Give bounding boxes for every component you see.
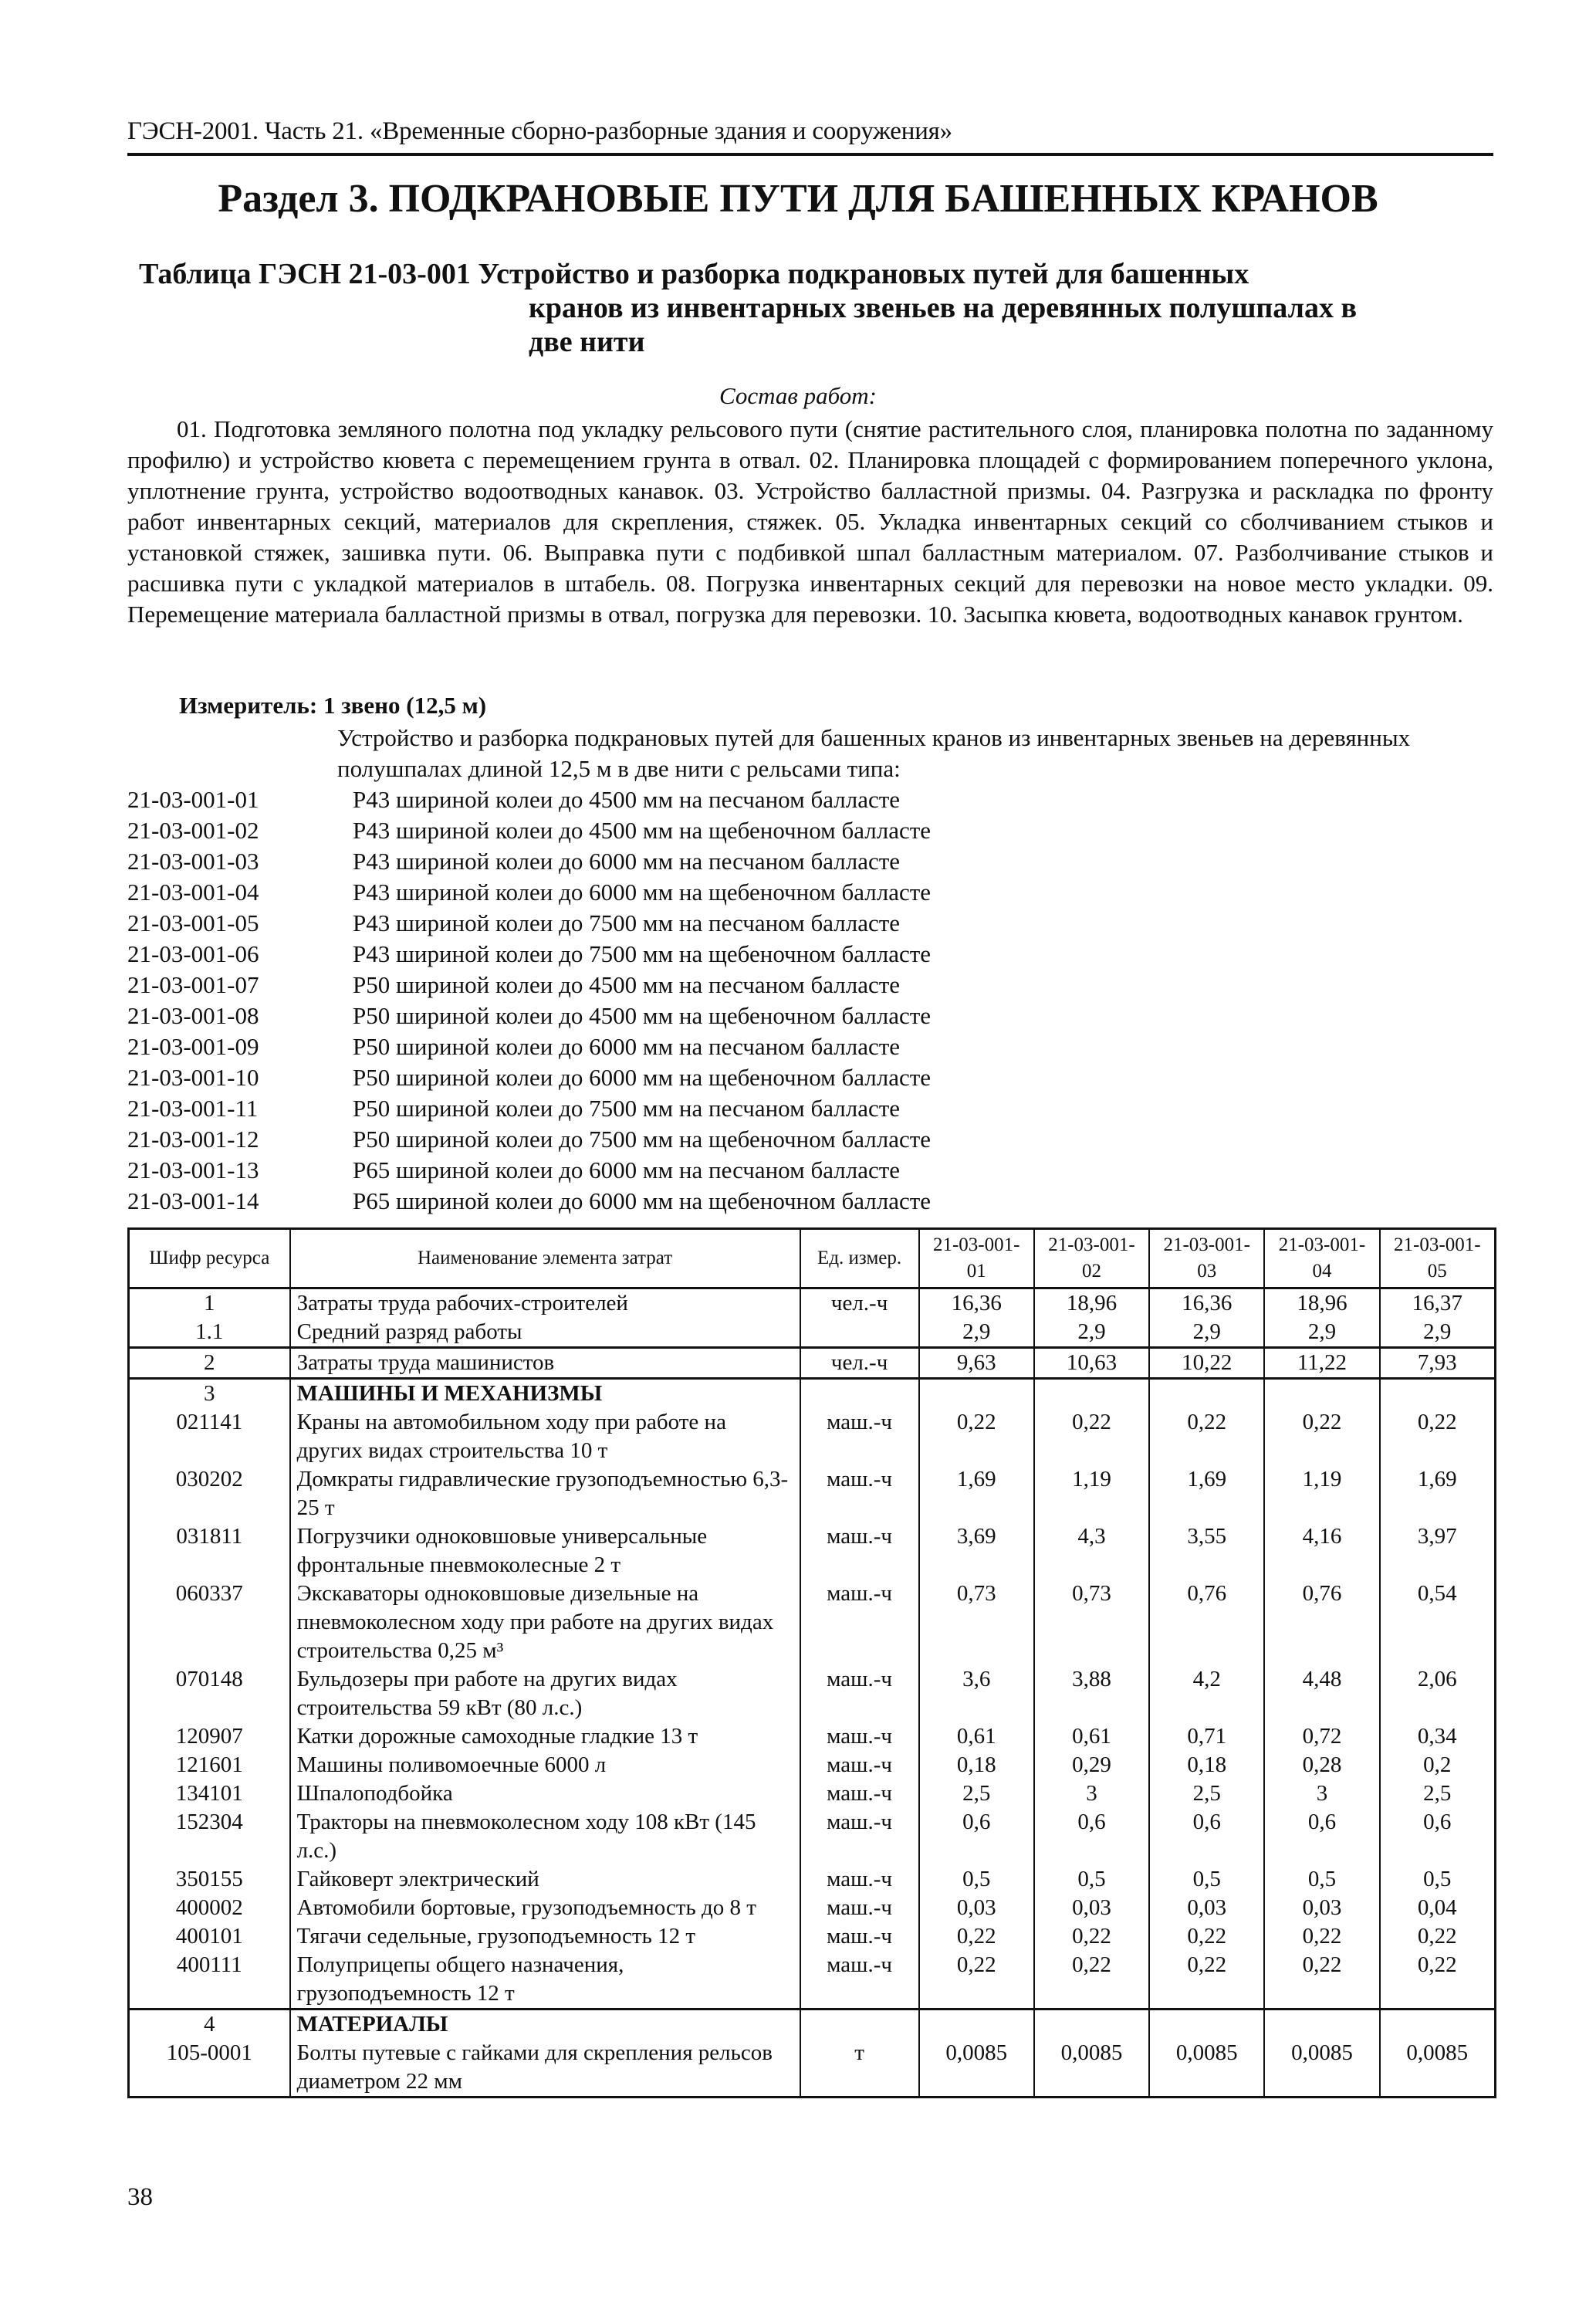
code-list-item <box>127 970 1208 1001</box>
code-list-item <box>127 1186 1208 1217</box>
unit: маш.-ч <box>800 1580 919 1665</box>
value-col-5: 0,6 <box>1380 1808 1496 1865</box>
resource-code: 105-0001 <box>129 2039 290 2098</box>
value-col-5: 2,06 <box>1380 1665 1496 1722</box>
code-list-item <box>127 1124 1208 1155</box>
value-col-1: 3,69 <box>919 1522 1034 1580</box>
value-col-3: 0,03 <box>1149 1894 1264 1922</box>
table-row <box>129 2010 1496 2040</box>
header-unit: Ед. измер. <box>800 1229 919 1288</box>
cost-element-name: Затраты труда машинистов <box>290 1348 800 1379</box>
code-id: 21-03-001-14 <box>127 1187 259 1214</box>
code-description: Р43 шириной колеи до 6000 мм на песчаном балласте <box>353 848 901 875</box>
value-col-5: 1,69 <box>1380 1465 1496 1522</box>
value-col-4: 11,22 <box>1264 1348 1379 1379</box>
cost-element-name: Экскаваторы одноковшовые дизельные на пневмоколесном ходу при работе на других видах строительства 0,25 м³ <box>290 1580 800 1665</box>
code-description: Р43 шириной колеи до 4500 мм на щебеночном балласте <box>353 817 932 844</box>
table-row <box>129 1865 1496 1894</box>
header-col-2: 21-03-001-02 <box>1034 1229 1149 1288</box>
value-col-2: 0,29 <box>1034 1751 1149 1779</box>
value-col-4: 4,16 <box>1264 1522 1379 1580</box>
code-list-item <box>127 908 1208 939</box>
value-col-3: 4,2 <box>1149 1665 1264 1722</box>
cost-element-name: Погрузчики одноковшовые универсальные фронтальные пневмоколесные 2 т <box>290 1522 800 1580</box>
value-col-2: 2,9 <box>1034 1318 1149 1348</box>
code-list-item <box>127 1155 1208 1186</box>
value-col-2: 4,3 <box>1034 1522 1149 1580</box>
table-row <box>129 1894 1496 1922</box>
resource-code: 030202 <box>129 1465 290 1522</box>
value-col-2: 0,6 <box>1034 1808 1149 1865</box>
code-id: 21-03-001-08 <box>127 1002 259 1029</box>
code-list-item <box>127 784 1208 815</box>
value-col-2: 0,22 <box>1034 1951 1149 2010</box>
table-row <box>129 1580 1496 1665</box>
code-description: Р65 шириной колеи до 6000 мм на щебеночном балласте <box>353 1187 932 1214</box>
value-col-4: 0,03 <box>1264 1894 1379 1922</box>
code-id: 21-03-001-02 <box>127 817 259 844</box>
value-col-4: 1,19 <box>1264 1465 1379 1522</box>
table-row <box>129 1379 1496 1409</box>
value-col-5 <box>1380 2010 1496 2040</box>
unit: маш.-ч <box>800 1408 919 1465</box>
value-col-1: 9,63 <box>919 1348 1034 1379</box>
code-description: Р43 шириной колеи до 4500 мм на песчаном балласте <box>353 786 901 813</box>
code-list-item <box>127 846 1208 877</box>
cost-element-name: Бульдозеры при работе на других видах строительства 59 кВт (80 л.с.) <box>290 1665 800 1722</box>
value-col-1: 0,22 <box>919 1922 1034 1951</box>
unit: т <box>800 2039 919 2098</box>
code-list-item <box>127 1001 1208 1031</box>
value-col-1: 0,0085 <box>919 2039 1034 2098</box>
value-col-2: 0,61 <box>1034 1722 1149 1751</box>
resource-code: 400111 <box>129 1951 290 2010</box>
code-description: Р50 шириной колеи до 7500 мм на щебеночном балласте <box>353 1126 932 1153</box>
code-id: 21-03-001-07 <box>127 971 259 998</box>
header-rule <box>127 153 1493 156</box>
code-description: Р43 шириной колеи до 7500 мм на щебеночном балласте <box>353 940 932 967</box>
code-list-item <box>127 1062 1208 1093</box>
unit: маш.-ч <box>800 1865 919 1894</box>
codes-description: Устройство и разборка подкрановых путей для башенных кранов из инвентарных звеньев на деревянных полушпалах длиной 12,5 м в две нити с рельсами типа: <box>337 724 1411 782</box>
unit <box>800 2010 919 2040</box>
resource-code: 120907 <box>129 1722 290 1751</box>
value-col-4: 0,22 <box>1264 1922 1379 1951</box>
value-col-1: 2,9 <box>919 1318 1034 1348</box>
value-col-4: 0,76 <box>1264 1580 1379 1665</box>
value-col-3: 0,18 <box>1149 1751 1264 1779</box>
code-id: 21-03-001-03 <box>127 848 259 875</box>
table-title-line1: Устройство и разборка подкрановых путей для башенных <box>478 258 1249 290</box>
value-col-4 <box>1264 1379 1379 1409</box>
value-col-3: 2,9 <box>1149 1318 1264 1348</box>
value-col-1: 0,03 <box>919 1894 1034 1922</box>
code-description: Р50 шириной колеи до 7500 мм на песчаном балласте <box>353 1095 901 1122</box>
value-col-1: 1,69 <box>919 1465 1034 1522</box>
value-col-3: 0,22 <box>1149 1951 1264 2010</box>
meter-unit: Измеритель: 1 звено (12,5 м) <box>179 692 487 719</box>
value-col-5: 2,9 <box>1380 1318 1496 1348</box>
value-col-5: 0,34 <box>1380 1722 1496 1751</box>
cost-element-name: Полуприцепы общего назначения, грузоподъемность 12 т <box>290 1951 800 2010</box>
unit: маш.-ч <box>800 1808 919 1865</box>
table-row <box>129 1751 1496 1779</box>
resource-code: 031811 <box>129 1522 290 1580</box>
cost-element-name: Тракторы на пневмоколесном ходу 108 кВт (145 л.с.) <box>290 1808 800 1865</box>
value-col-2: 0,5 <box>1034 1865 1149 1894</box>
value-col-1: 0,61 <box>919 1722 1034 1751</box>
value-col-3: 0,22 <box>1149 1922 1264 1951</box>
cost-element-name: Краны на автомобильном ходу при работе на других видах строительства 10 т <box>290 1408 800 1465</box>
unit: маш.-ч <box>800 1465 919 1522</box>
table-row <box>129 1408 1496 1465</box>
resource-code: 400101 <box>129 1922 290 1951</box>
value-col-2: 0,22 <box>1034 1408 1149 1465</box>
code-id: 21-03-001-05 <box>127 909 259 936</box>
value-col-3: 10,22 <box>1149 1348 1264 1379</box>
cost-element-name: Затраты труда рабочих-строителей <box>290 1288 800 1319</box>
cost-element-name: МАШИНЫ И МЕХАНИЗМЫ <box>290 1379 800 1409</box>
cost-element-name: Гайковерт электрический <box>290 1865 800 1894</box>
value-col-4: 3 <box>1264 1779 1379 1808</box>
value-col-5: 0,54 <box>1380 1580 1496 1665</box>
unit: маш.-ч <box>800 1751 919 1779</box>
value-col-4: 0,22 <box>1264 1951 1379 2010</box>
unit: маш.-ч <box>800 1894 919 1922</box>
value-col-5: 0,0085 <box>1380 2039 1496 2098</box>
resource-code: 021141 <box>129 1408 290 1465</box>
value-col-5: 2,5 <box>1380 1779 1496 1808</box>
code-id: 21-03-001-13 <box>127 1156 259 1183</box>
value-col-2: 18,96 <box>1034 1288 1149 1319</box>
table-title-lead: Таблица ГЭСН 21-03-001 <box>139 258 471 290</box>
value-col-5: 3,97 <box>1380 1522 1496 1580</box>
table-row <box>129 1318 1496 1348</box>
resource-code: 070148 <box>129 1665 290 1722</box>
value-col-4: 0,28 <box>1264 1751 1379 1779</box>
unit: чел.-ч <box>800 1348 919 1379</box>
value-col-4: 0,6 <box>1264 1808 1379 1865</box>
composition-text: 01. Подготовка земляного полотна под укладку рельсового пути (снятие растительного слоя, планировка полотна по заданному профилю) и устройство кювета с перемещением грунта в отвал. 02. Планировка площадей с формированием поперечного уклона, уплотнение грунта, устройство водоотводных канавок. 03. Устройство балластной призмы. 04. Разгрузка и раскладка по фронту работ инвентарных секций, материалов для скрепления, стяжек. 05. Укладка инвентарных секций со сболчиванием стыков и установкой стяжек, зашивка пути. 06. Выправка пути с подбивкой шпал балластным материалом. 07. Разболчивание стыков и расшивка пути с укладкой материалов в штабель. 08. Погрузка инвентарных секций для перевозки на новое место укладки. 09. Перемещение материала балластной призмы в отвал, погрузка для перевозки. 10. Засыпка кювета, водоотводных канавок грунтом. <box>127 415 1493 628</box>
code-id: 21-03-001-01 <box>127 786 259 813</box>
unit: маш.-ч <box>800 1951 919 2010</box>
table-row <box>129 1951 1496 2010</box>
value-col-4: 0,0085 <box>1264 2039 1379 2098</box>
value-col-2 <box>1034 1379 1149 1409</box>
cost-element-name: Домкраты гидравлические грузоподъемностью 6,3-25 т <box>290 1465 800 1522</box>
table-row <box>129 1288 1496 1319</box>
value-col-3 <box>1149 2010 1264 2040</box>
code-list-item <box>127 1093 1208 1124</box>
code-id: 21-03-001-04 <box>127 879 259 906</box>
value-col-4: 0,5 <box>1264 1865 1379 1894</box>
code-description: Р50 шириной колеи до 4500 мм на песчаном балласте <box>353 971 901 998</box>
header-col-1: 21-03-001-01 <box>919 1229 1034 1288</box>
value-col-1: 0,73 <box>919 1580 1034 1665</box>
value-col-3: 1,69 <box>1149 1465 1264 1522</box>
value-col-4: 4,48 <box>1264 1665 1379 1722</box>
value-col-5 <box>1380 1379 1496 1409</box>
value-col-2 <box>1034 2010 1149 2040</box>
unit <box>800 1379 919 1409</box>
code-description: Р65 шириной колеи до 6000 мм на песчаном балласте <box>353 1156 901 1183</box>
cost-element-name: МАТЕРИАЛЫ <box>290 2010 800 2040</box>
value-col-3: 2,5 <box>1149 1779 1264 1808</box>
cost-element-name: Средний разряд работы <box>290 1318 800 1348</box>
resource-code: 060337 <box>129 1580 290 1665</box>
value-col-3: 0,71 <box>1149 1722 1264 1751</box>
cost-element-name: Болты путевые с гайками для скрепления рельсов диаметром 22 мм <box>290 2039 800 2098</box>
norms-table <box>127 1227 1496 2098</box>
value-col-1: 0,22 <box>919 1951 1034 2010</box>
header-name: Наименование элемента затрат <box>290 1229 800 1288</box>
table-row <box>129 1808 1496 1865</box>
value-col-1 <box>919 2010 1034 2040</box>
code-description: Р50 шириной колеи до 6000 мм на щебеночном балласте <box>353 1064 932 1091</box>
table-row <box>129 1922 1496 1951</box>
code-list-item <box>127 1031 1208 1062</box>
value-col-2: 1,19 <box>1034 1465 1149 1522</box>
value-col-1: 0,6 <box>919 1808 1034 1865</box>
section-title: Раздел 3. ПОДКРАНОВЫЕ ПУТИ ДЛЯ БАШЕННЫХ КРАНОВ <box>218 177 1378 221</box>
value-col-2: 3,88 <box>1034 1665 1149 1722</box>
value-col-5: 0,22 <box>1380 1951 1496 2010</box>
value-col-3: 0,6 <box>1149 1808 1264 1865</box>
code-id: 21-03-001-06 <box>127 940 259 967</box>
value-col-2: 0,22 <box>1034 1922 1149 1951</box>
resource-code: 350155 <box>129 1865 290 1894</box>
value-col-5: 0,04 <box>1380 1894 1496 1922</box>
unit <box>800 1318 919 1348</box>
value-col-4: 18,96 <box>1264 1288 1379 1319</box>
table-title-line2: кранов из инвентарных звеньев на деревянных полушпалах в <box>529 292 1357 324</box>
cost-element-name: Тягачи седельные, грузоподъемность 12 т <box>290 1922 800 1951</box>
code-description: Р50 шириной колеи до 6000 мм на песчаном балласте <box>353 1033 901 1060</box>
header-col-5: 21-03-001-05 <box>1380 1229 1496 1288</box>
resource-code: 1 <box>129 1288 290 1319</box>
value-col-5: 16,37 <box>1380 1288 1496 1319</box>
value-col-1: 2,5 <box>919 1779 1034 1808</box>
unit: чел.-ч <box>800 1288 919 1319</box>
resource-code: 152304 <box>129 1808 290 1865</box>
table-row <box>129 1722 1496 1751</box>
resource-code: 2 <box>129 1348 290 1379</box>
value-col-3 <box>1149 1379 1264 1409</box>
table-header-row <box>129 1229 1496 1288</box>
value-col-2: 0,73 <box>1034 1580 1149 1665</box>
value-col-3: 3,55 <box>1149 1522 1264 1580</box>
value-col-4: 0,72 <box>1264 1722 1379 1751</box>
cost-element-name: Шпалоподбойка <box>290 1779 800 1808</box>
value-col-4: 0,22 <box>1264 1408 1379 1465</box>
resource-code: 1.1 <box>129 1318 290 1348</box>
value-col-3: 0,22 <box>1149 1408 1264 1465</box>
value-col-1: 16,36 <box>919 1288 1034 1319</box>
resource-code: 400002 <box>129 1894 290 1922</box>
table-title-line3: две нити <box>529 326 645 358</box>
code-list-item <box>127 815 1208 846</box>
table-row <box>129 1348 1496 1379</box>
value-col-5: 0,5 <box>1380 1865 1496 1894</box>
unit: маш.-ч <box>800 1722 919 1751</box>
composition-label: Состав работ: <box>719 382 877 409</box>
value-col-4: 2,9 <box>1264 1318 1379 1348</box>
resource-code: 4 <box>129 2010 290 2040</box>
code-description: Р43 шириной колеи до 6000 мм на щебеночном балласте <box>353 879 932 906</box>
value-col-5: 0,22 <box>1380 1922 1496 1951</box>
value-col-4 <box>1264 2010 1379 2040</box>
cost-element-name: Автомобили бортовые, грузоподъемность до 8 т <box>290 1894 800 1922</box>
table-row <box>129 2039 1496 2098</box>
header-col-4: 21-03-001-04 <box>1264 1229 1379 1288</box>
value-col-1: 3,6 <box>919 1665 1034 1722</box>
unit: маш.-ч <box>800 1922 919 1951</box>
cost-element-name: Машины поливомоечные 6000 л <box>290 1751 800 1779</box>
running-head: ГЭСН-2001. Часть 21. «Временные сборно-разборные здания и сооружения» <box>127 117 952 145</box>
page-number: 38 <box>127 2183 153 2211</box>
table-row <box>129 1465 1496 1522</box>
code-id: 21-03-001-12 <box>127 1126 259 1153</box>
value-col-3: 0,0085 <box>1149 2039 1264 2098</box>
code-id: 21-03-001-11 <box>127 1095 259 1122</box>
resource-code: 3 <box>129 1379 290 1409</box>
value-col-2: 0,03 <box>1034 1894 1149 1922</box>
codes-list <box>127 784 1208 1217</box>
value-col-2: 0,0085 <box>1034 2039 1149 2098</box>
resource-code: 121601 <box>129 1751 290 1779</box>
value-col-5: 0,22 <box>1380 1408 1496 1465</box>
value-col-1 <box>919 1379 1034 1409</box>
code-id: 21-03-001-09 <box>127 1033 259 1060</box>
value-col-2: 3 <box>1034 1779 1149 1808</box>
code-id: 21-03-001-10 <box>127 1064 259 1091</box>
header-code: Шифр ресурса <box>129 1229 290 1288</box>
value-col-5: 7,93 <box>1380 1348 1496 1379</box>
value-col-3: 0,5 <box>1149 1865 1264 1894</box>
code-description: Р43 шириной колеи до 7500 мм на песчаном балласте <box>353 909 901 936</box>
cost-element-name: Катки дорожные самоходные гладкие 13 т <box>290 1722 800 1751</box>
code-list-item <box>127 877 1208 908</box>
unit: маш.-ч <box>800 1522 919 1580</box>
code-description: Р50 шириной колеи до 4500 мм на щебеночном балласте <box>353 1002 932 1029</box>
value-col-1: 0,18 <box>919 1751 1034 1779</box>
value-col-3: 0,76 <box>1149 1580 1264 1665</box>
table-title <box>139 257 1451 359</box>
value-col-5: 0,2 <box>1380 1751 1496 1779</box>
unit: маш.-ч <box>800 1665 919 1722</box>
value-col-1: 0,22 <box>919 1408 1034 1465</box>
unit: маш.-ч <box>800 1779 919 1808</box>
value-col-1: 0,5 <box>919 1865 1034 1894</box>
table-row <box>129 1522 1496 1580</box>
table-row <box>129 1779 1496 1808</box>
code-list-item <box>127 939 1208 970</box>
value-col-3: 16,36 <box>1149 1288 1264 1319</box>
header-col-3: 21-03-001-03 <box>1149 1229 1264 1288</box>
table-row <box>129 1665 1496 1722</box>
resource-code: 134101 <box>129 1779 290 1808</box>
value-col-2: 10,63 <box>1034 1348 1149 1379</box>
